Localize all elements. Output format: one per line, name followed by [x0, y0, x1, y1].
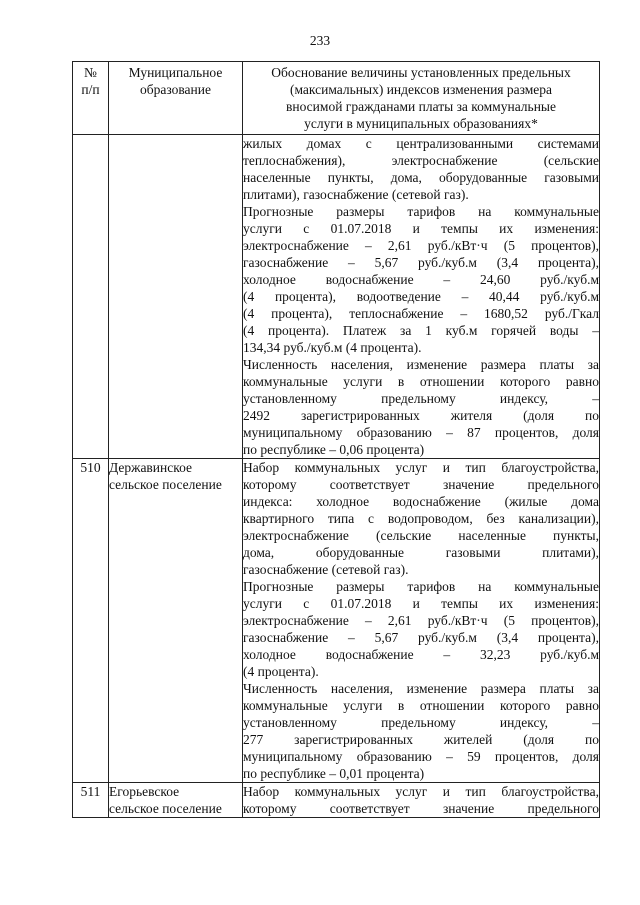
- row-number: 511: [73, 783, 109, 818]
- text-line: 277 зарегистрированных жителей (доля по: [243, 732, 599, 747]
- justification-text: [243, 783, 600, 818]
- text-line: населенные пункты, дома, оборудованные газовыми: [243, 170, 599, 185]
- page-number: 233: [309, 33, 331, 48]
- header-line: Муниципальное: [128, 65, 223, 80]
- text-line: услуги с 01.07.2018 и темпы их изменения:: [243, 221, 599, 236]
- text-line: услуги с 01.07.2018 и темпы их изменения:: [243, 596, 599, 611]
- text-line: холодное водоснабжение – 24,60 руб./куб.м: [243, 272, 599, 287]
- header-line: услуги в муниципальных образованиях*: [304, 116, 538, 131]
- header-justification: [243, 62, 600, 135]
- header-line: №: [84, 65, 97, 80]
- text-line: холодное водоснабжение – 32,23 руб./куб.м: [243, 647, 599, 662]
- tariff-table: [72, 61, 600, 818]
- text-line: электроснабжение (сельские населенные пункты,: [243, 528, 599, 543]
- justification-text: [243, 459, 600, 783]
- text-line: которому соответствует значение предельного: [243, 477, 599, 492]
- paragraph: [243, 578, 599, 680]
- text-line: коммунальные услуги в отношении которого равно: [243, 698, 599, 713]
- text-line: индекса: холодное водоснабжение (жилые дома: [243, 494, 599, 509]
- municipality-name-line: сельское поселение: [109, 477, 222, 492]
- text-line: установленному предельному индексу, –: [243, 715, 599, 730]
- header-municipality: [109, 62, 243, 135]
- text-line: газоснабжение (сетевой газ).: [243, 562, 409, 577]
- municipality-name: [109, 135, 243, 459]
- municipality-name-line: Егорьевское: [109, 784, 180, 799]
- paragraph: [243, 135, 599, 203]
- row-number: 510: [73, 459, 109, 783]
- paragraph: [243, 783, 599, 817]
- municipality-name-line: Державинское: [109, 460, 193, 475]
- table-row: [73, 459, 600, 783]
- text-line: Набор коммунальных услуг и тип благоустройства,: [243, 460, 599, 475]
- paragraph: [243, 680, 599, 782]
- text-line: дома, оборудованные газовыми плитами),: [243, 545, 599, 560]
- paragraph: [243, 203, 599, 356]
- text-line: по республике – 0,01 процента): [243, 766, 425, 781]
- text-line: электроснабжение – 2,61 руб./кВт·ч (5 процентов),: [243, 238, 599, 253]
- text-line: теплоснабжения), электроснабжение (сельские: [243, 153, 599, 168]
- text-line: установленному предельному индексу, –: [243, 391, 599, 406]
- header-line: вносимой гражданами платы за коммунальные: [286, 99, 556, 114]
- text-line: электроснабжение – 2,61 руб./кВт·ч (5 процентов),: [243, 613, 599, 628]
- header-number: [73, 62, 109, 135]
- text-line: газоснабжение – 5,67 руб./куб.м (3,4 процента),: [243, 255, 599, 270]
- table-header-row: [73, 62, 600, 135]
- row-number: [73, 135, 109, 459]
- header-line: п/п: [81, 82, 100, 97]
- paragraph: [243, 356, 599, 458]
- table-row: [73, 783, 600, 818]
- table-row: [73, 135, 600, 459]
- table-body: [73, 135, 600, 818]
- header-line: образование: [140, 82, 211, 97]
- justification-text: [243, 135, 600, 459]
- text-line: муниципальному образованию – 87 процентов, доля: [243, 425, 599, 440]
- text-line: квартирного типа с водопроводом, без канализации),: [243, 511, 599, 526]
- text-line: (4 процента), водоотведение – 40,44 руб./куб.м: [243, 289, 599, 304]
- text-line: Набор коммунальных услуг и тип благоустройства,: [243, 784, 599, 799]
- text-line: (4 процента).: [243, 664, 319, 679]
- text-line: плитами), газоснабжение (сетевой газ).: [243, 187, 469, 202]
- text-line: Прогнозные размеры тарифов на коммунальные: [243, 579, 599, 594]
- text-line: жилых домах с централизованными системами: [243, 136, 599, 151]
- text-line: муниципальному образованию – 59 процентов, доля: [243, 749, 599, 764]
- municipality-name: [109, 459, 243, 783]
- municipality-name-line: сельское поселение: [109, 801, 222, 816]
- municipality-name: [109, 783, 243, 818]
- text-line: 2492 зарегистрированных жителя (доля по: [243, 408, 599, 423]
- header-line: Обоснование величины установленных предельных: [271, 65, 571, 80]
- text-line: по республике – 0,06 процента): [243, 442, 425, 457]
- text-line: (4 процента), теплоснабжение – 1680,52 руб./Гкал: [243, 306, 599, 321]
- text-line: Прогнозные размеры тарифов на коммунальные: [243, 204, 599, 219]
- text-line: которому соответствует значение предельного: [243, 801, 599, 816]
- text-line: коммунальные услуги в отношении которого равно: [243, 374, 599, 389]
- text-line: Численность населения, изменение размера платы за: [243, 681, 599, 696]
- text-line: (4 процента). Платеж за 1 куб.м горячей воды –: [243, 323, 599, 338]
- header-line: (максимальных) индексов изменения размера: [289, 82, 553, 97]
- paragraph: [243, 459, 599, 578]
- text-line: 134,34 руб./куб.м (4 процента).: [243, 340, 422, 355]
- text-line: газоснабжение – 5,67 руб./куб.м (3,4 процента),: [243, 630, 599, 645]
- text-line: Численность населения, изменение размера платы за: [243, 357, 599, 372]
